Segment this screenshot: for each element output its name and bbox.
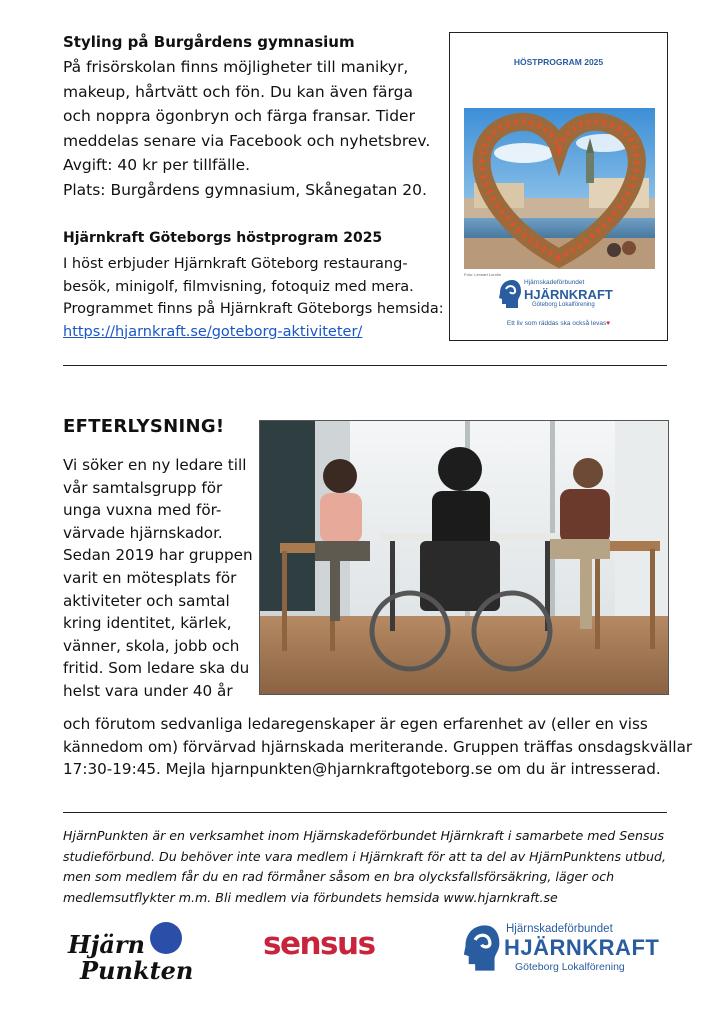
hjarnpunkten-logo-line1: Hjärn xyxy=(68,930,146,959)
hostprogram-line: I höst erbjuder Hjärnkraft Göteborg restaurang- xyxy=(63,256,408,272)
footer-line: HjärnPunkten är en verksamhet inom Hjärnskadeförbundet Hjärnkraft i samarbete med Sensus xyxy=(63,828,665,843)
styling-line: Avgift: 40 kr per tillfälle. xyxy=(63,156,251,174)
efterlysning-line: unga vuxna med för- xyxy=(63,501,222,520)
divider-bottom xyxy=(63,812,667,813)
styling-line: meddelas senare via Facebook och nyhetsbrev. xyxy=(63,131,431,150)
hostprogram-line: Programmet finns på Hjärnkraft Göteborgs hemsida: xyxy=(63,301,444,317)
efterlysning-body-wide xyxy=(63,713,693,781)
program-cover xyxy=(449,32,668,341)
efterlysning-line: fritid. Som ledare ska du xyxy=(63,659,250,678)
cover-title: HÖSTPROGRAM 2025 xyxy=(513,57,604,67)
efterlysning-line: helst vara under 40 år xyxy=(63,681,233,700)
hjarnkraft-logo-head-icon xyxy=(459,922,501,974)
efterlysning-line: aktiviteter och samtal xyxy=(63,591,230,610)
efterlysning-heading: EFTERLYSNING! xyxy=(63,416,225,437)
styling-line: På frisörskolan finns möjligheter till manikyr, xyxy=(63,58,409,76)
styling-heading: Styling på Burgårdens gymnasium xyxy=(63,33,355,51)
efterlysning-line: vänner, skola, jobb och xyxy=(63,636,240,655)
efterlysning-line: vår samtalsgrupp för xyxy=(63,478,223,497)
hostprogram-body xyxy=(63,253,443,343)
cover-photo-credit: Foto: Lennart Lundin xyxy=(464,272,501,277)
efterlysning-line: Sedan 2019 har gruppen xyxy=(63,546,253,565)
cover-logo-sub: Göteborg Lokalförening xyxy=(532,302,595,308)
efterlysning-line: varit en mötesplats för xyxy=(63,568,237,587)
efterlysning-line: 17:30-19:45. Mejla hjarnpunkten@hjarnkraftgoteborg.se om du är intresserad. xyxy=(63,760,661,779)
divider-top xyxy=(63,365,667,366)
efterlysning-body-narrow xyxy=(63,454,258,703)
sensus-logo-text: sensus xyxy=(263,926,375,962)
cover-hjarnkraft-logo xyxy=(496,277,626,311)
footer-line: studieförbund. Du behöver inte vara medlem i Hjärnkraft för att ta del av HjärnPunktens utbud, xyxy=(63,848,666,864)
hostprogram-heading: Hjärnkraft Göteborgs höstprogram 2025 xyxy=(63,230,383,246)
efterlysning-line: kännedom om) förvärvad hjärnskada meriterande. Gruppen träffas onsdagskvällar xyxy=(63,737,693,756)
sensus-logo xyxy=(263,926,398,966)
hjarnkraft-logo-top: Hjärnskadeförbundet xyxy=(506,923,613,935)
cover-logo-top: Hjärnskadeförbundet xyxy=(524,279,585,286)
cover-slogan xyxy=(450,320,667,327)
footer-text xyxy=(63,826,675,908)
cover-slogan-text: Ett liv som räddas ska också levas xyxy=(506,320,607,327)
cover-logo-main: HJÄRNKRAFT xyxy=(524,287,613,302)
cover-heart-photo xyxy=(464,108,655,269)
hjarnkraft-logo-main: HJÄRNKRAFT xyxy=(504,935,660,960)
efterlysning-line: värvade hjärnskador. xyxy=(63,523,223,542)
hjarnkraft-head-icon xyxy=(496,279,522,309)
hjarnkraft-logo xyxy=(459,920,660,980)
hostprogram-line: besök, minigolf, filmvisning, fotoquiz med mera. xyxy=(63,278,414,295)
styling-line: makeup, hårtvätt och fön. Du kan även färga xyxy=(63,82,413,101)
footer-line: medlemsutflykter m.m. Bli medlem via förbundets hemsida www.hjarnkraft.se xyxy=(63,889,558,905)
group-photo xyxy=(259,420,669,695)
hjarnkraft-logo-sub: Göteborg Lokalförening xyxy=(515,961,625,973)
group-photo-illustration xyxy=(260,421,669,695)
footer-line: men som medlem får du en rad förmåner såsom en bra olycksfallsförsäkring, läger och xyxy=(63,869,615,884)
styling-line: Plats: Burgårdens gymnasium, Skånegatan 20. xyxy=(63,180,427,199)
efterlysning-line: kring identitet, kärlek, xyxy=(63,614,232,633)
hjarnpunkten-logo-line2: Punkten xyxy=(80,956,194,985)
heart-icon: ♥ xyxy=(606,320,611,327)
hjarnpunkten-logo xyxy=(66,920,201,988)
efterlysning-line: Vi söker en ny ledare till xyxy=(63,456,247,474)
efterlysning-line: och förutom sedvanliga ledaregenskaper är egen erfarenhet av (eller en viss xyxy=(63,715,648,733)
styling-line: och noppra ögonbryn och färga fransar. Tider xyxy=(63,107,415,125)
styling-body xyxy=(63,55,443,202)
hostprogram-link[interactable]: https://hjarnkraft.se/goteborg-aktiviteter/ xyxy=(63,323,363,340)
